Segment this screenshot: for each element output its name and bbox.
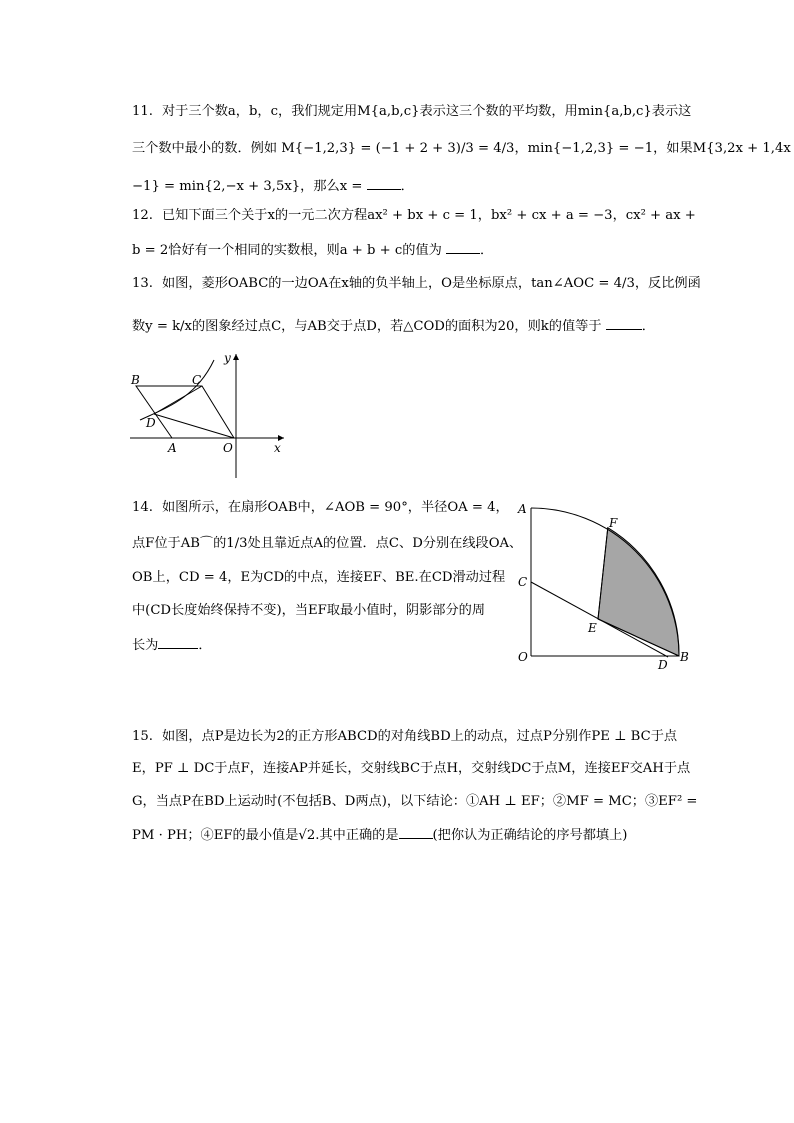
q13-line2: [132, 317, 655, 335]
q12-line1: [132, 208, 696, 224]
rhombus-OABC: [136, 386, 234, 438]
q14-line4: 中(CD长度始终保持不变)，当EF取最小值时，阴影部分的周: [132, 603, 486, 618]
q11-end: ．: [400, 179, 414, 194]
q11-line2: 三个数中最小的数．例如 M{−1,2,3} = (−1 + 2 + 3)/3 = 4/3，min{−1,2,3} = −1，如果M{3,2x + 1,4x: [132, 141, 791, 156]
label-E: E: [588, 621, 597, 635]
q11-text-1: 对于三个数a，b，c，我们规定用M{a,b,c}表示这三个数的平均数，用min{a,b,c}表示这: [162, 104, 692, 119]
q11-number: 11.: [132, 104, 153, 119]
label-C: C: [518, 575, 528, 589]
label-A: A: [168, 441, 177, 455]
q14-text-5: 长为: [132, 638, 159, 653]
q12-end: ．: [480, 243, 494, 258]
label-O: O: [518, 650, 528, 664]
q12-answer-blank[interactable]: [446, 241, 480, 254]
label-x: x: [274, 441, 281, 455]
q15-number: 15.: [132, 729, 153, 744]
q14-line1: [132, 500, 509, 516]
label-A: A: [518, 502, 527, 516]
shaded-region: [598, 528, 679, 656]
q15-end: (把你认为正确结论的序号都填上): [432, 828, 628, 843]
q13-number: 13.: [132, 276, 153, 291]
q13-line1: [132, 276, 701, 292]
q11-text-3: −1} = min{2,−x + 3,5x}，那么x =: [132, 179, 363, 194]
label-O: O: [223, 441, 233, 455]
hyperbola-curve: [140, 360, 214, 420]
label-C: C: [192, 373, 202, 387]
label-D: D: [146, 416, 156, 430]
label-y: y: [224, 351, 231, 365]
q15-line1: [132, 729, 677, 745]
q12-text-1: 已知下面三个关于x的一元二次方程ax² + bx + c = 1，bx² + cx + a = −3，cx² + ax +: [162, 208, 696, 223]
q12-line2: [132, 241, 493, 259]
q15-text-4: PM · PH；④EF的最小值是√2.其中正确的是: [132, 828, 399, 843]
q14-answer-blank[interactable]: [158, 636, 198, 649]
q14-text-1: 如图所示，在扇形OAB中，∠AOB = 90°，半径OA = 4，: [162, 500, 509, 515]
label-B: B: [680, 650, 689, 664]
q12-number: 12.: [132, 208, 153, 223]
q14-number: 14.: [132, 500, 153, 515]
q14-line3: OB上，CD = 4，E为CD的中点，连接EF、BE.在CD滑动过程: [132, 570, 506, 585]
q14-end: ．: [198, 638, 212, 653]
q15-text-1: 如图，点P是边长为2的正方形ABCD的对角线BD上的动点，过点P分别作PE ⊥ BC于点: [162, 729, 678, 744]
figure-13-rhombus-diagram: [126, 348, 290, 480]
q13-answer-blank[interactable]: [606, 317, 642, 330]
q14-line5: [132, 636, 212, 654]
q13-text-1: 如图，菱形OABC的一边OA在x轴的负半轴上，O是坐标原点，tan∠AOC = 4/3，反比例函: [162, 276, 701, 291]
q15-answer-blank[interactable]: [399, 826, 433, 839]
q13-text-2: 数y = k/x的图象经过点C，与AB交于点D，若△COD的面积为20，则k的值等于: [132, 319, 602, 334]
label-D: D: [658, 658, 668, 672]
q14-line2: 点F位于AB⌒的1/3处且靠近点A的位置．点C、D分别在线段OA、: [132, 536, 523, 551]
q11-answer-blank[interactable]: [367, 177, 401, 190]
figure-14-sector-diagram: [514, 500, 694, 672]
q15-line3: G，当点P在BD上运动时(不包括B、D两点)，以下结论：①AH ⊥ EF；②MF = MC；③EF² =: [132, 794, 698, 809]
y-axis-arrow: [233, 354, 239, 360]
q11-line3: [132, 177, 414, 195]
q15-line2: E，PF ⊥ DC于点F，连接AP并延长，交射线BC于点H，交射线DC于点M，连接EF交AH于点: [132, 761, 691, 776]
q12-text-2: b = 2恰好有一个相同的实数根，则a + b + c的值为: [132, 243, 442, 258]
label-B: B: [131, 373, 140, 387]
q15-line4: [132, 826, 627, 844]
q13-end: ．: [641, 319, 655, 334]
q11-line1: [132, 104, 691, 120]
label-F: F: [609, 516, 618, 530]
